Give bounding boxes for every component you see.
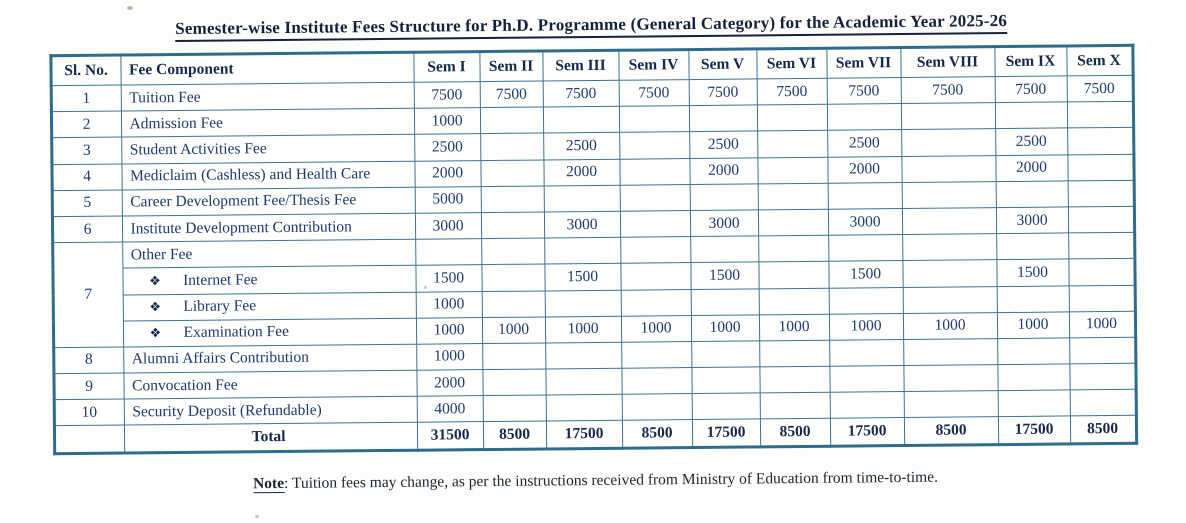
fee-value-cell <box>760 392 830 419</box>
fee-value-cell <box>757 104 827 131</box>
total-value-cell: 8500 <box>760 419 830 447</box>
fee-value-cell <box>482 369 545 396</box>
fee-value-cell <box>904 391 998 418</box>
fee-value-cell: 7500 <box>827 78 901 105</box>
fee-value-cell: 7500 <box>619 80 689 107</box>
fee-value-cell: 1000 <box>691 315 759 342</box>
fee-value-cell: 7500 <box>757 78 827 105</box>
fee-value-cell <box>482 343 545 370</box>
fee-value-cell: 2500 <box>689 131 757 158</box>
serial-number-cell: 2 <box>51 111 121 138</box>
fee-value-cell <box>689 105 757 132</box>
scan-artifact <box>127 6 133 10</box>
fee-component-cell: Mediclaim (Cashless) and Health Care <box>121 161 414 190</box>
fee-value-cell <box>1068 206 1134 233</box>
fee-value-cell: 7500 <box>414 82 480 109</box>
page-title: Semester-wise Institute Fees Structure for Ph.D. Programme (General Category) for the Academic Year 2025-26 <box>175 11 1007 42</box>
fee-value-cell: 1500 <box>544 264 620 291</box>
fee-value-cell: 5000 <box>415 186 481 213</box>
column-header: Sem VIII <box>900 47 994 78</box>
column-header: Sem V <box>688 49 756 80</box>
column-header: Fee Component <box>120 52 413 85</box>
fee-value-cell <box>1068 180 1134 207</box>
fee-value-cell <box>621 341 691 368</box>
column-header: Sem III <box>542 50 618 81</box>
fee-value-cell <box>1068 259 1134 286</box>
fee-value-cell <box>758 209 828 236</box>
fee-value-cell: 1000 <box>416 291 482 318</box>
fee-value-cell <box>690 236 758 263</box>
fee-value-cell <box>415 239 481 266</box>
serial-number-cell: 7 <box>52 242 123 347</box>
diamond-bullet-icon: ❖ <box>149 326 162 342</box>
fee-value-cell <box>997 285 1069 312</box>
fee-value-cell <box>1069 285 1135 312</box>
fee-value-cell: 1000 <box>545 316 621 343</box>
fee-value-cell <box>544 185 620 212</box>
fee-value-cell <box>621 289 691 316</box>
fee-value-cell <box>829 339 903 366</box>
fee-value-cell: 2000 <box>827 156 901 183</box>
fee-value-cell: 1500 <box>415 265 481 292</box>
fee-value-cell <box>902 208 996 235</box>
fee-component-cell: Tuition Fee <box>121 82 414 111</box>
total-value-cell: 8500 <box>904 417 998 445</box>
fee-value-cell: 4000 <box>417 396 483 423</box>
fee-value-cell <box>691 341 759 368</box>
fee-value-cell: 7500 <box>480 81 543 108</box>
fee-value-cell <box>1068 232 1134 259</box>
fee-value-cell <box>1067 128 1133 155</box>
fee-value-cell: 1000 <box>1069 311 1135 338</box>
fee-value-cell: 1500 <box>828 261 902 288</box>
fee-component-cell: Student Activities Fee <box>121 135 414 164</box>
total-value-cell: 31500 <box>417 422 483 450</box>
fee-value-cell: 2000 <box>995 155 1067 182</box>
fee-value-cell: 1500 <box>996 259 1068 286</box>
diamond-bullet-icon: ❖ <box>148 274 161 290</box>
fee-value-cell <box>903 365 997 392</box>
serial-number-cell <box>54 425 124 453</box>
serial-number-cell: 9 <box>53 373 123 400</box>
note-label: Note <box>252 474 285 492</box>
fee-value-cell <box>481 212 544 239</box>
column-header: Sem VII <box>826 48 900 79</box>
note <box>2 466 1186 495</box>
fee-value-cell <box>997 364 1069 391</box>
fee-value-cell <box>903 286 997 313</box>
fee-component-label: Examination Fee <box>183 323 290 342</box>
serial-number-cell: 1 <box>51 85 121 112</box>
fee-value-cell <box>757 157 827 184</box>
fee-component-cell: Admission Fee <box>121 108 414 137</box>
fee-value-cell <box>1067 154 1133 181</box>
fee-value-cell: 3000 <box>415 213 481 240</box>
fee-value-cell <box>902 260 996 287</box>
column-header: Sl. No. <box>50 55 120 86</box>
fee-value-cell <box>545 290 621 317</box>
fee-value-cell: 3000 <box>996 207 1068 234</box>
column-header: Sem II <box>479 51 542 82</box>
fee-value-cell <box>619 106 689 133</box>
fee-value-cell <box>481 238 544 265</box>
fee-component-cell <box>122 266 415 295</box>
fee-value-cell: 1000 <box>829 313 903 340</box>
fee-value-cell <box>620 184 690 211</box>
fee-value-cell: 7500 <box>901 77 995 104</box>
fee-value-cell <box>902 234 996 261</box>
total-label-cell: Total <box>124 423 417 453</box>
fee-value-cell <box>828 182 902 209</box>
serial-number-cell: 8 <box>53 347 123 374</box>
fee-value-cell <box>757 131 827 158</box>
scan-artifact <box>424 286 427 289</box>
fee-component-cell: Convocation Fee <box>123 370 416 399</box>
serial-number-cell: 3 <box>51 137 121 164</box>
fee-value-cell: 7500 <box>1067 75 1133 102</box>
fee-value-cell: 1000 <box>759 314 829 341</box>
fee-value-cell <box>828 235 902 262</box>
fee-value-cell <box>690 184 758 211</box>
fee-value-cell <box>759 340 829 367</box>
fee-value-cell: 1000 <box>416 317 482 344</box>
fee-component-cell: Other Fee <box>122 239 415 268</box>
fee-value-cell <box>543 106 619 133</box>
fee-value-cell <box>996 181 1068 208</box>
serial-number-cell: 4 <box>51 164 121 191</box>
fee-value-cell <box>759 366 829 393</box>
total-value-cell: 17500 <box>546 421 622 449</box>
column-header: Sem I <box>413 52 479 83</box>
fee-value-cell <box>901 103 995 130</box>
fee-value-cell <box>758 235 828 262</box>
fee-value-cell: 1000 <box>414 108 480 135</box>
fee-value-cell <box>830 392 904 419</box>
fee-value-cell <box>619 132 689 159</box>
fee-value-cell <box>481 264 544 291</box>
fee-value-cell <box>620 263 690 290</box>
table-body <box>51 75 1136 453</box>
fee-value-cell: 1000 <box>416 343 482 370</box>
fee-value-cell <box>1070 390 1136 417</box>
fee-value-cell <box>482 290 545 317</box>
fee-value-cell <box>827 104 901 131</box>
fee-value-cell: 3000 <box>690 210 758 237</box>
total-value-cell: 17500 <box>998 416 1070 444</box>
column-header: Sem VI <box>756 48 826 79</box>
fee-component-cell <box>123 318 416 347</box>
fee-component-cell: Institute Development Contribution <box>122 213 415 242</box>
fee-value-cell <box>480 133 543 160</box>
fee-value-cell <box>481 186 544 213</box>
fee-value-cell <box>901 129 995 156</box>
fee-value-cell: 7500 <box>689 79 757 106</box>
fee-value-cell <box>995 102 1067 129</box>
fee-value-cell <box>1067 101 1133 128</box>
column-header: Sem X <box>1066 45 1132 76</box>
fee-value-cell <box>544 237 620 264</box>
fee-value-cell <box>545 368 621 395</box>
fee-value-cell: 2000 <box>689 157 757 184</box>
fee-value-cell: 2000 <box>414 160 480 187</box>
fee-value-cell <box>483 395 546 422</box>
fee-value-cell <box>902 181 996 208</box>
serial-number-cell: 6 <box>52 216 122 243</box>
fee-value-cell: 2500 <box>414 134 480 161</box>
fee-value-cell: 2000 <box>543 159 619 186</box>
fee-value-cell <box>759 288 829 315</box>
total-value-cell: 17500 <box>692 419 760 447</box>
fee-value-cell <box>998 390 1070 417</box>
fee-value-cell <box>901 155 995 182</box>
fee-value-cell <box>620 211 690 238</box>
note-text: : Tuition fees may change, as per the instructions received from Ministry of Education from time-to-time. <box>283 468 938 492</box>
total-value-cell: 17500 <box>830 418 904 446</box>
fee-component-label: Library Fee <box>183 297 257 316</box>
total-value-cell: 8500 <box>1070 416 1136 444</box>
fee-value-cell <box>480 107 543 134</box>
fees-table <box>49 44 1138 455</box>
fee-value-cell <box>620 237 690 264</box>
fee-value-cell: 1000 <box>997 312 1069 339</box>
fee-value-cell <box>996 233 1068 260</box>
column-header: Sem IX <box>994 46 1066 77</box>
diamond-bullet-icon: ❖ <box>149 300 162 316</box>
fee-component-cell <box>123 292 416 321</box>
fee-value-cell: 1000 <box>903 312 997 339</box>
fee-value-cell: 1500 <box>690 262 758 289</box>
total-value-cell: 8500 <box>483 421 546 449</box>
total-value-cell: 8500 <box>622 420 692 448</box>
fee-component-label: Internet Fee <box>182 271 258 289</box>
fee-value-cell <box>829 366 903 393</box>
fee-value-cell <box>758 262 828 289</box>
fee-value-cell <box>691 367 759 394</box>
fee-value-cell <box>480 160 543 187</box>
fee-value-cell <box>621 368 691 395</box>
fee-value-cell <box>619 158 689 185</box>
fee-value-cell <box>903 339 997 366</box>
fee-value-cell <box>758 183 828 210</box>
scan-artifact <box>255 515 259 518</box>
fee-value-cell <box>692 393 760 420</box>
fee-value-cell: 2500 <box>995 128 1067 155</box>
fee-value-cell <box>997 338 1069 365</box>
fee-value-cell <box>829 287 903 314</box>
fee-value-cell: 1000 <box>621 315 691 342</box>
fee-component-cell: Career Development Fee/Thesis Fee <box>122 187 415 216</box>
fee-value-cell: 2000 <box>416 370 482 397</box>
fee-value-cell: 2500 <box>827 130 901 157</box>
fee-value-cell <box>545 342 621 369</box>
fee-value-cell: 3000 <box>544 211 620 238</box>
fee-value-cell <box>546 394 622 421</box>
fee-value-cell <box>1069 337 1135 364</box>
title-row <box>0 9 1184 43</box>
fee-value-cell <box>1069 363 1135 390</box>
fee-component-cell: Security Deposit (Refundable) <box>124 396 417 425</box>
fee-value-cell: 7500 <box>995 76 1067 103</box>
fee-value-cell: 7500 <box>543 80 619 107</box>
fee-value-cell: 2500 <box>543 133 619 160</box>
fee-value-cell: 3000 <box>828 208 902 235</box>
column-header: Sem IV <box>618 50 688 81</box>
serial-number-cell: 5 <box>52 190 122 217</box>
fee-component-cell: Alumni Affairs Contribution <box>123 344 416 373</box>
fee-value-cell <box>691 288 759 315</box>
fee-value-cell <box>622 394 692 421</box>
fee-value-cell: 1000 <box>482 317 545 344</box>
serial-number-cell: 10 <box>54 399 124 426</box>
